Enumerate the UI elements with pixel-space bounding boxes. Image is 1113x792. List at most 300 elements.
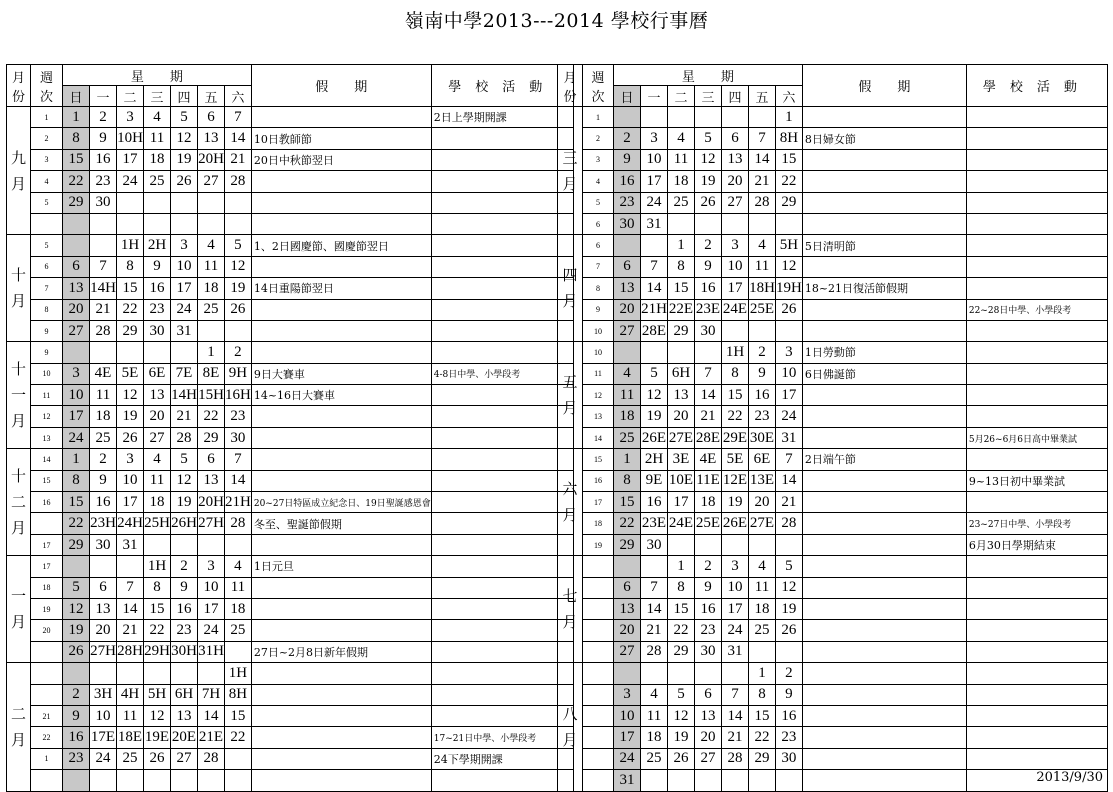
day-cell: 10 [198,577,225,598]
activity-note [966,577,1107,598]
holiday-note [251,534,431,555]
day-cell: 8E [198,363,225,384]
day-cell: 1H [225,663,252,684]
day-cell: 28 [198,748,225,769]
day-cell: 4E [90,363,117,384]
day-cell: 11 [117,705,144,726]
day-cell: 10 [63,385,90,406]
day-cell: 14 [198,705,225,726]
day-cell: 25 [90,427,117,448]
day-cell: 20 [90,620,117,641]
activity-note [431,513,573,534]
day-cell: 29 [668,320,695,341]
activity-note [431,492,573,513]
day-cell: 2 [90,449,117,470]
activity-note [431,235,573,256]
day-cell: 17 [198,598,225,619]
week-number: 17 [31,534,63,555]
week-row [7,534,574,555]
week-number: 5 [583,192,614,213]
day-cell: 23 [749,406,776,427]
day-cell: 17 [722,598,749,619]
day-cell: 23 [171,620,198,641]
day-cell: 12 [776,577,803,598]
day-cell: 18 [90,406,117,427]
week-row [7,299,574,320]
day-cell [117,663,144,684]
activity-note [431,278,573,299]
day-cell: 23H [90,513,117,534]
activity-note [431,684,573,705]
day-cell: 7 [776,449,803,470]
activity-note: 6月30日學期結束 [966,534,1107,555]
day-cell: 25 [144,171,171,192]
activity-note [431,299,573,320]
day-cell: 4 [749,235,776,256]
header-day: 三 [695,86,722,107]
day-cell: 12 [117,385,144,406]
day-cell: 7 [722,684,749,705]
day-cell: 25 [198,299,225,320]
day-cell: 26 [668,748,695,769]
activity-note [966,705,1107,726]
day-cell: 14 [117,598,144,619]
day-cell: 14 [641,598,668,619]
day-cell: 3 [198,556,225,577]
day-cell: 19 [668,727,695,748]
day-cell: 18 [695,492,722,513]
day-cell [695,107,722,128]
week-row [7,684,574,705]
day-cell: 9 [776,684,803,705]
holiday-note [251,620,431,641]
day-cell: 4 [144,107,171,128]
week-row [7,470,574,491]
day-cell [63,342,90,363]
day-cell: 16 [63,727,90,748]
day-cell: 2 [695,235,722,256]
day-cell: 6 [198,449,225,470]
week-number: 12 [31,406,63,427]
day-cell: 27E [749,513,776,534]
month-label: 四 月 [558,235,583,342]
holiday-note [802,171,966,192]
activity-note [431,534,573,555]
day-cell: 28 [641,641,668,662]
week-row [558,342,1108,363]
day-cell: 19 [171,149,198,170]
day-cell: 25 [668,192,695,213]
holiday-note [802,748,966,769]
day-cell [749,320,776,341]
week-number: 2 [31,128,63,149]
activity-note [966,192,1107,213]
day-cell: 5 [63,577,90,598]
day-cell: 12 [225,256,252,277]
day-cell: 23 [776,727,803,748]
day-cell: 15 [749,705,776,726]
day-cell: 13 [668,385,695,406]
activity-note [966,663,1107,684]
day-cell: 7 [695,363,722,384]
activity-note [966,556,1107,577]
holiday-note [802,641,966,662]
header-month: 月 份 [558,65,583,107]
day-cell [749,107,776,128]
day-cell: 27 [722,192,749,213]
week-number [31,684,63,705]
day-cell: 17 [641,171,668,192]
month-label: 一 月 [7,556,31,663]
day-cell: 18 [614,406,641,427]
week-row [558,320,1108,341]
day-cell [668,213,695,234]
day-cell: 29 [668,641,695,662]
day-cell [749,641,776,662]
holiday-note: 14~16日大賽車 [251,385,431,406]
week-row [7,556,574,577]
week-number: 14 [31,449,63,470]
day-cell: 8 [749,684,776,705]
day-cell: 30H [171,641,198,662]
week-number: 6 [583,213,614,234]
activity-note [966,748,1107,769]
day-cell: 1 [668,556,695,577]
day-cell: 17 [117,492,144,513]
day-cell [225,192,252,213]
activity-note [966,598,1107,619]
header-day: 日 [63,86,90,107]
day-cell [641,235,668,256]
day-cell: 29E [722,427,749,448]
day-cell: 5 [641,363,668,384]
calendar-table-left [6,64,574,792]
activity-note [431,171,573,192]
week-number: 3 [583,149,614,170]
holiday-note [802,705,966,726]
week-number [583,748,614,769]
day-cell: 31H [198,641,225,662]
holiday-note: 9日大賽車 [251,363,431,384]
activity-note [966,213,1107,234]
day-cell [225,748,252,769]
day-cell [614,556,641,577]
day-cell [171,213,198,234]
day-cell: 9 [63,705,90,726]
day-cell [722,107,749,128]
day-cell: 2 [90,107,117,128]
day-cell: 11 [749,256,776,277]
day-cell: 2 [225,342,252,363]
day-cell: 9 [90,470,117,491]
day-cell: 26 [776,620,803,641]
activity-note [966,727,1107,748]
day-cell: 29 [614,534,641,555]
day-cell: 20 [749,492,776,513]
day-cell: 18 [668,171,695,192]
day-cell [614,663,641,684]
day-cell: 3H [90,684,117,705]
day-cell: 14 [225,128,252,149]
header-week: 週 次 [583,65,614,107]
holiday-note [251,470,431,491]
day-cell: 2 [614,128,641,149]
week-number [583,727,614,748]
activity-note [431,342,573,363]
week-number [583,598,614,619]
holiday-note [251,171,431,192]
day-cell: 27 [198,171,225,192]
day-cell: 6H [171,684,198,705]
header-month: 月 份 [7,65,31,107]
day-cell: 11 [668,149,695,170]
day-cell [90,342,117,363]
day-cell [117,556,144,577]
day-cell: 8 [722,363,749,384]
day-cell: 31 [722,641,749,662]
day-cell: 12E [722,470,749,491]
holiday-note: 10日教師節 [251,128,431,149]
day-cell [171,534,198,555]
footer-date: 2013/9/30 [1036,770,1103,785]
day-cell: 26E [641,427,668,448]
header-day: 一 [641,86,668,107]
day-cell: 2 [695,556,722,577]
week-row [7,427,574,448]
day-cell: 22 [225,727,252,748]
day-cell: 22 [117,299,144,320]
day-cell: 18 [144,149,171,170]
day-cell: 31 [171,320,198,341]
day-cell: 27 [614,641,641,662]
day-cell: 13 [198,128,225,149]
day-cell: 12 [668,705,695,726]
day-cell: 21E [198,727,225,748]
day-cell: 20 [668,406,695,427]
day-cell [722,663,749,684]
day-cell: 3 [722,235,749,256]
holiday-note [251,213,431,234]
day-cell: 7 [641,256,668,277]
day-cell: 16H [225,385,252,406]
activity-note [431,385,573,406]
day-cell: 13 [722,149,749,170]
day-cell: 23 [695,620,722,641]
week-row [7,363,574,384]
day-cell: 2 [776,663,803,684]
holiday-note: 1日勞動節 [802,342,966,363]
day-cell: 29 [749,748,776,769]
day-cell: 4 [225,556,252,577]
day-cell: 16 [695,278,722,299]
holiday-note [802,534,966,555]
week-row [558,705,1108,726]
day-cell [198,663,225,684]
week-number: 8 [583,278,614,299]
day-cell: 10H [117,128,144,149]
day-cell: 14 [695,385,722,406]
week-number: 1 [583,107,614,128]
activity-note [966,449,1107,470]
holiday-note [802,385,966,406]
day-cell: 12 [695,149,722,170]
day-cell: 30E [749,427,776,448]
day-cell: 6 [695,684,722,705]
day-cell: 16 [695,598,722,619]
day-cell: 14H [90,278,117,299]
day-cell: 5E [117,363,144,384]
activity-note [966,256,1107,277]
month-label: 九 月 [7,107,31,235]
day-cell: 30 [641,534,668,555]
activity-note [431,320,573,341]
day-cell: 30 [225,427,252,448]
week-number: 17 [583,492,614,513]
week-row [558,577,1108,598]
day-cell: 10 [171,256,198,277]
day-cell: 15 [776,149,803,170]
day-cell: 29 [63,534,90,555]
day-cell: 9H [225,363,252,384]
week-number: 3 [31,149,63,170]
day-cell: 14 [749,149,776,170]
day-cell: 26 [117,427,144,448]
week-number [31,663,63,684]
day-cell [722,320,749,341]
day-cell: 5 [776,556,803,577]
day-cell: 26 [63,641,90,662]
day-cell: 22 [776,171,803,192]
day-cell: 21 [90,299,117,320]
activity-note: 5月26~6月6日高中畢業試 [966,427,1107,448]
day-cell: 5 [695,128,722,149]
activity-note [431,213,573,234]
day-cell: 14 [776,470,803,491]
day-cell: 6 [198,107,225,128]
week-row [7,449,574,470]
holiday-note: 14日重陽節翌日 [251,278,431,299]
week-row [7,748,574,769]
day-cell: 5E [722,449,749,470]
day-cell: 4E [695,449,722,470]
week-row [7,577,574,598]
day-cell: 11 [144,470,171,491]
day-cell: 1 [63,449,90,470]
week-row [558,748,1108,769]
day-cell: 28 [171,427,198,448]
day-cell: 18 [225,598,252,619]
week-number: 16 [31,492,63,513]
day-cell [171,663,198,684]
week-row [558,406,1108,427]
day-cell: 27 [695,748,722,769]
header-day: 四 [722,86,749,107]
day-cell: 15 [614,492,641,513]
month-label: 八 月 [558,663,583,791]
week-number: 10 [31,363,63,384]
holiday-note [802,513,966,534]
day-cell: 3E [668,449,695,470]
day-cell: 10 [117,470,144,491]
holiday-note: 冬至、聖誕節假期 [251,513,431,534]
day-cell: 23E [695,299,722,320]
day-cell: 26 [171,171,198,192]
header-activities: 學校活動 [966,65,1107,107]
day-cell: 7H [198,684,225,705]
week-number: 15 [31,470,63,491]
holiday-note: 1日元旦 [251,556,431,577]
day-cell: 5 [171,449,198,470]
activity-note [966,406,1107,427]
month-label: 三 月 [558,107,583,235]
day-cell [614,235,641,256]
day-cell [117,213,144,234]
day-cell: 3 [171,235,198,256]
week-row [558,427,1108,448]
day-cell [225,320,252,341]
week-number: 5 [31,235,63,256]
day-cell: 17 [776,385,803,406]
day-cell: 8 [614,470,641,491]
holiday-note [251,342,431,363]
day-cell: 15 [668,598,695,619]
day-cell [695,663,722,684]
holiday-note [251,663,431,684]
week-row [7,256,574,277]
day-cell: 19 [776,598,803,619]
day-cell: 24 [90,748,117,769]
day-cell: 16 [641,492,668,513]
week-number: 14 [583,427,614,448]
day-cell: 21 [695,406,722,427]
week-row [7,620,574,641]
day-cell: 17 [722,278,749,299]
day-cell: 4 [749,556,776,577]
day-cell: 7 [641,577,668,598]
day-cell: 29 [117,320,144,341]
day-cell: 28 [722,748,749,769]
day-cell [776,320,803,341]
day-cell: 11E [695,470,722,491]
day-cell: 22 [198,406,225,427]
week-row [558,513,1108,534]
day-cell: 4H [117,684,144,705]
holiday-note [802,684,966,705]
activity-note [431,577,573,598]
day-cell: 3 [722,556,749,577]
day-cell: 26H [171,513,198,534]
day-cell: 16 [614,171,641,192]
day-cell: 10 [722,256,749,277]
header-holidays: 假 期 [802,65,966,107]
holiday-note [251,577,431,598]
day-cell: 3 [117,449,144,470]
day-cell: 25 [641,748,668,769]
holiday-note [251,449,431,470]
day-cell: 16 [776,705,803,726]
day-cell [144,192,171,213]
week-number [583,556,614,577]
holiday-note [251,727,431,748]
day-cell: 11 [749,577,776,598]
day-cell: 1 [63,107,90,128]
header-day: 二 [117,86,144,107]
day-cell [90,556,117,577]
week-row [7,385,574,406]
day-cell [776,641,803,662]
month-label: 十 月 [7,235,31,342]
day-cell: 19 [63,620,90,641]
